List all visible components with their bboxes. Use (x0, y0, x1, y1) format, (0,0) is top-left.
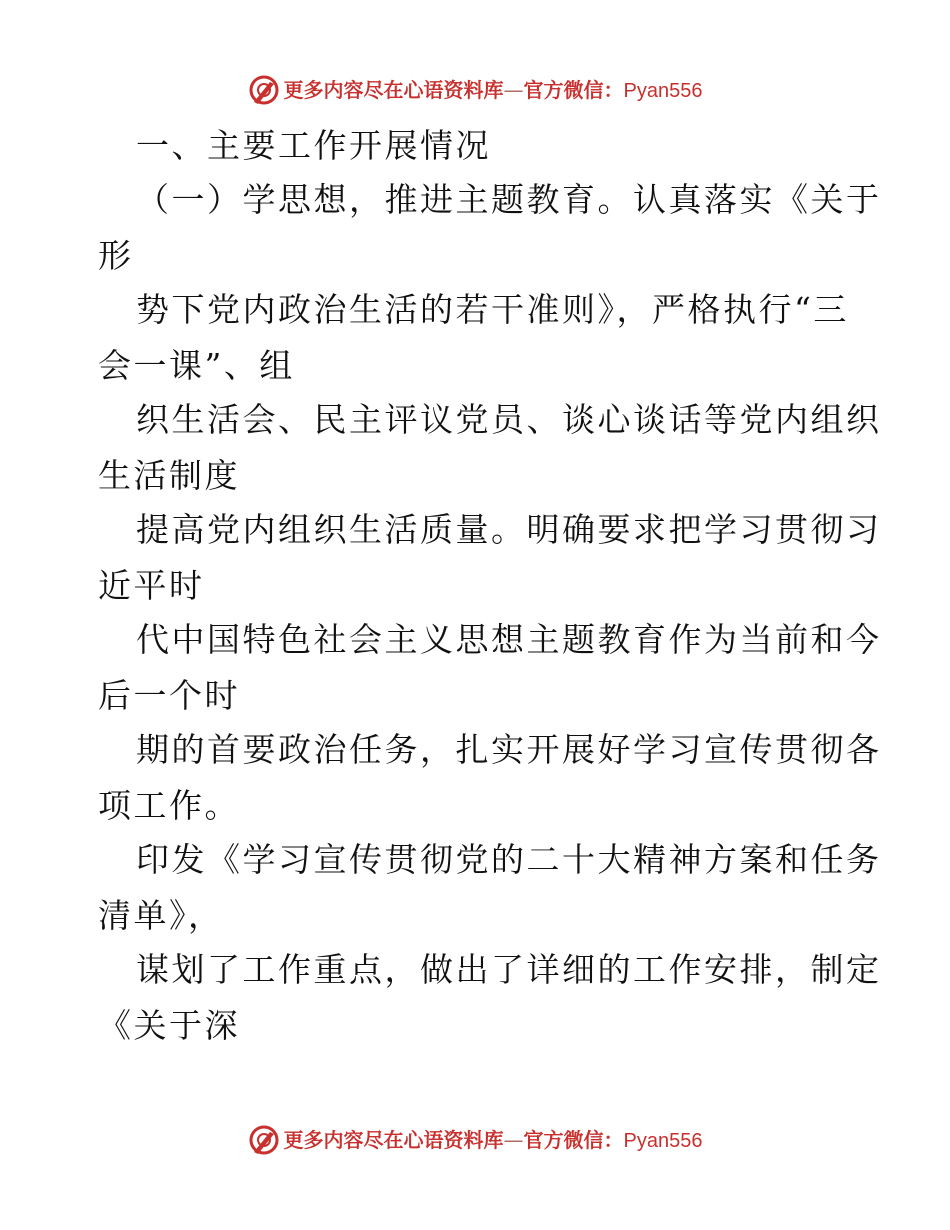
paragraph-line: 近平时 (98, 566, 205, 605)
footer-site-text: 更多内容尽在心语资料库 (283, 1127, 504, 1152)
paragraph-line: 项工作。 (98, 786, 240, 825)
footer-wechat-id: Pyan556 (623, 1129, 703, 1152)
paragraph-line: 会一课”、组 (98, 346, 295, 385)
header-wechat-label: 官方微信： (523, 77, 624, 102)
section-heading: 一、主要工作开展情况 (136, 126, 491, 165)
paragraph-line: 期的首要政治任务，扎实开展好学习宣传贯彻各 (136, 730, 882, 769)
footer-separator: — (503, 1127, 524, 1152)
footer-watermark (0, 1120, 950, 1160)
pen-circle-logo-icon (248, 74, 280, 106)
paragraph-line: 谋划了工作重点，做出了详细的工作安排，制定 (136, 950, 882, 989)
paragraph-line: 印发《学习宣传贯彻党的二十大精神方案和任务 (136, 840, 882, 879)
paragraph-line: 代中国特色社会主义思想主题教育作为当前和今 (136, 620, 882, 659)
paragraph-line: 后一个时 (98, 676, 240, 715)
paragraph-line: 势下党内政治生活的若干准则》，严格执行“三 (136, 290, 849, 329)
document-body (98, 126, 882, 1046)
paragraph-line: 《关于深 (98, 1006, 240, 1045)
header-banner-text (283, 77, 703, 102)
paragraph-line: 生活制度 (98, 456, 240, 495)
paragraph-line: 提高党内组织生活质量。明确要求把学习贯彻习 (136, 510, 882, 549)
paragraph-line: （一）学思想，推进主题教育。认真落实《关于 (136, 180, 882, 219)
footer-banner-text (283, 1127, 703, 1152)
footer-wechat-label: 官方微信： (523, 1127, 624, 1152)
header-site-text: 更多内容尽在心语资料库 (283, 77, 504, 102)
paragraph-line: 形 (98, 236, 134, 275)
header-watermark (0, 70, 950, 110)
header-wechat-id: Pyan556 (623, 79, 703, 102)
pen-circle-logo-icon (248, 1124, 280, 1156)
paragraph-line: 清单》， (98, 896, 224, 935)
header-separator: — (503, 77, 524, 102)
paragraph-line: 织生活会、民主评议党员、谈心谈话等党内组织 (136, 400, 882, 439)
